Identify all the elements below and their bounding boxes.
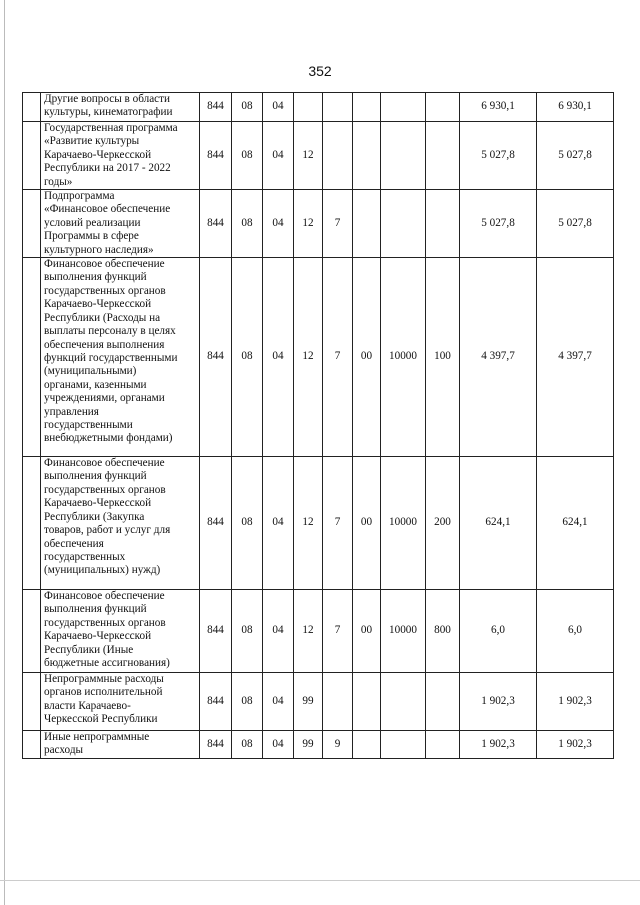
expense-name-line: (муниципальных) нужд)	[44, 564, 161, 577]
page-number: 352	[308, 63, 332, 79]
expense-name-cell	[41, 590, 200, 673]
expense-name-line: бюджетные ассигнования)	[44, 657, 170, 670]
direction-code-cell: 10000	[381, 590, 426, 673]
expense-type-cell	[426, 673, 460, 731]
subsection-code-cell: 04	[263, 93, 294, 122]
ministry-code-cell: 844	[200, 731, 232, 759]
section-code-cell: 08	[232, 731, 263, 759]
row-spacer-cell	[23, 590, 41, 673]
bottom-rule	[0, 880, 640, 881]
table-row	[23, 457, 614, 590]
subprogram-code-cell: 7	[323, 457, 353, 590]
expense-name-line: Непрограммные расходы	[44, 673, 164, 686]
amount-cell-2: 624,1	[537, 457, 614, 590]
expense-name-line: «Финансовое обеспечение	[44, 203, 171, 216]
ministry-code-cell: 844	[200, 673, 232, 731]
expense-name-cell	[41, 258, 200, 457]
subsection-code-cell: 04	[263, 673, 294, 731]
expense-type-cell	[426, 93, 460, 122]
expense-name-line: обеспечения	[44, 537, 104, 550]
expense-name-line: расходы	[44, 744, 84, 757]
amount-cell-2: 1 902,3	[537, 673, 614, 731]
subprogram-code-cell: 9	[323, 731, 353, 759]
program-code-cell: 12	[294, 190, 323, 258]
direction-code-cell: 10000	[381, 258, 426, 457]
section-code-cell: 08	[232, 93, 263, 122]
expense-name-line: (муниципальными)	[44, 365, 137, 378]
direction-code-cell	[381, 190, 426, 258]
expense-name-line: функций государственными	[44, 351, 178, 364]
expense-name-line: культурного наследия»	[44, 243, 154, 256]
direction-code-cell	[381, 731, 426, 759]
table-row	[23, 258, 614, 457]
expense-name-line: Государственная программа	[44, 122, 178, 134]
table-row	[23, 731, 614, 759]
expense-name-line: государственных	[44, 550, 126, 563]
expense-type-cell	[426, 190, 460, 258]
subprogram-code-cell: 7	[323, 258, 353, 457]
expense-name-cell	[41, 673, 200, 731]
row-spacer-cell	[23, 457, 41, 590]
expense-name-line: Программы в сфере	[44, 230, 139, 243]
event-code-cell	[353, 190, 381, 258]
event-code-cell	[353, 93, 381, 122]
expense-name-line: Республики (Расходы на	[44, 311, 161, 324]
expense-name-line: обеспечения выполнения	[44, 338, 165, 351]
ministry-code-cell: 844	[200, 122, 232, 190]
row-spacer-cell	[23, 190, 41, 258]
expense-name-line: выполнения функций	[44, 271, 147, 284]
program-code-cell	[294, 93, 323, 122]
section-code-cell: 08	[232, 122, 263, 190]
expense-name-line: власти Карачаево-	[44, 699, 131, 712]
expense-name-line: выплаты персоналу в целях	[44, 325, 176, 338]
table-row	[23, 93, 614, 122]
subsection-code-cell: 04	[263, 190, 294, 258]
expense-type-cell: 200	[426, 457, 460, 590]
subprogram-code-cell	[323, 673, 353, 731]
event-code-cell	[353, 673, 381, 731]
expense-name-line: «Развитие культуры	[44, 135, 140, 148]
subsection-code-cell: 04	[263, 457, 294, 590]
expense-name-line: выполнения функций	[44, 470, 147, 483]
subprogram-code-cell: 7	[323, 590, 353, 673]
subsection-code-cell: 04	[263, 258, 294, 457]
expense-name-line: внебюджетными фондами)	[44, 432, 173, 445]
event-code-cell: 00	[353, 457, 381, 590]
table-row	[23, 590, 614, 673]
expense-type-cell	[426, 731, 460, 759]
expense-name-cell	[41, 93, 200, 122]
expense-name-cell	[41, 190, 200, 258]
ministry-code-cell: 844	[200, 93, 232, 122]
expense-name-line: годы»	[44, 175, 73, 188]
amount-cell: 1 902,3	[460, 731, 537, 759]
program-code-cell: 12	[294, 590, 323, 673]
expense-name-line: Карачаево-Черкесской	[44, 630, 152, 643]
subprogram-code-cell: 7	[323, 190, 353, 258]
expense-name-line: Финансовое обеспечение	[44, 590, 165, 603]
expense-name-line: Финансовое обеспечение	[44, 258, 165, 271]
expense-name-line: Иные непрограммные	[44, 731, 150, 744]
expense-name-line: Финансовое обеспечение	[44, 457, 165, 470]
amount-cell-2: 5 027,8	[537, 122, 614, 190]
direction-code-cell	[381, 673, 426, 731]
row-spacer-cell	[23, 673, 41, 731]
expense-name-line: Другие вопросы в области	[44, 93, 171, 105]
amount-cell: 6 930,1	[460, 93, 537, 122]
amount-cell: 4 397,7	[460, 258, 537, 457]
amount-cell-2: 6 930,1	[537, 93, 614, 122]
section-code-cell: 08	[232, 190, 263, 258]
ministry-code-cell: 844	[200, 590, 232, 673]
expense-name-line: государственных органов	[44, 284, 166, 297]
expense-name-line: культуры, кинематографии	[44, 106, 173, 119]
event-code-cell: 00	[353, 258, 381, 457]
amount-cell-2: 1 902,3	[537, 731, 614, 759]
subsection-code-cell: 04	[263, 590, 294, 673]
expense-name-cell	[41, 457, 200, 590]
section-code-cell: 08	[232, 590, 263, 673]
expense-name-line: выполнения функций	[44, 603, 147, 616]
row-spacer-cell	[23, 93, 41, 122]
amount-cell: 1 902,3	[460, 673, 537, 731]
direction-code-cell: 10000	[381, 457, 426, 590]
program-code-cell: 99	[294, 731, 323, 759]
amount-cell: 5 027,8	[460, 122, 537, 190]
direction-code-cell	[381, 122, 426, 190]
subsection-code-cell: 04	[263, 731, 294, 759]
subprogram-code-cell	[323, 93, 353, 122]
expense-name-line: Республики на 2017 - 2022	[44, 162, 171, 175]
program-code-cell: 99	[294, 673, 323, 731]
table-row	[23, 673, 614, 731]
table-row	[23, 122, 614, 190]
subprogram-code-cell	[323, 122, 353, 190]
expense-name-line: Карачаево-Черкесской	[44, 148, 152, 161]
program-code-cell: 12	[294, 122, 323, 190]
row-spacer-cell	[23, 122, 41, 190]
expense-name-line: Республики (Иные	[44, 643, 134, 656]
expense-type-cell: 800	[426, 590, 460, 673]
amount-cell-2: 5 027,8	[537, 190, 614, 258]
expense-name-line: органами, казенными	[44, 378, 147, 391]
expense-name-line: государственных органов	[44, 616, 166, 629]
expense-name-line: Черкесской Республики	[44, 713, 158, 726]
expense-name-line: Республики (Закупка	[44, 510, 145, 523]
expense-name-cell	[41, 122, 200, 190]
ministry-code-cell: 844	[200, 190, 232, 258]
expense-name-line: управления	[44, 405, 99, 418]
expense-name-line: государственных органов	[44, 483, 166, 496]
expense-type-cell	[426, 122, 460, 190]
event-code-cell	[353, 122, 381, 190]
expense-name-line: условий реализации	[44, 216, 141, 229]
expense-name-line: Подпрограмма	[44, 190, 115, 203]
expense-type-cell: 100	[426, 258, 460, 457]
row-spacer-cell	[23, 731, 41, 759]
expense-name-line: товаров, работ и услуг для	[44, 524, 171, 537]
table-row	[23, 190, 614, 258]
expense-name-line: государственными	[44, 418, 133, 431]
expense-name-cell	[41, 731, 200, 759]
row-spacer-cell	[23, 258, 41, 457]
amount-cell-2: 6,0	[537, 590, 614, 673]
page-left-edge	[4, 0, 5, 905]
direction-code-cell	[381, 93, 426, 122]
table-body	[23, 93, 614, 759]
event-code-cell	[353, 731, 381, 759]
expense-name-line: Карачаево-Черкесской	[44, 497, 152, 510]
ministry-code-cell: 844	[200, 258, 232, 457]
subsection-code-cell: 04	[263, 122, 294, 190]
section-code-cell: 08	[232, 673, 263, 731]
expense-name-line: органов исполнительной	[44, 686, 163, 699]
amount-cell-2: 4 397,7	[537, 258, 614, 457]
expense-name-line: учреждениями, органами	[44, 392, 165, 405]
section-code-cell: 08	[232, 457, 263, 590]
amount-cell: 624,1	[460, 457, 537, 590]
amount-cell: 5 027,8	[460, 190, 537, 258]
amount-cell: 6,0	[460, 590, 537, 673]
budget-table	[22, 92, 614, 759]
ministry-code-cell: 844	[200, 457, 232, 590]
event-code-cell: 00	[353, 590, 381, 673]
section-code-cell: 08	[232, 258, 263, 457]
program-code-cell: 12	[294, 457, 323, 590]
expense-name-line: Карачаево-Черкесской	[44, 298, 152, 311]
program-code-cell: 12	[294, 258, 323, 457]
